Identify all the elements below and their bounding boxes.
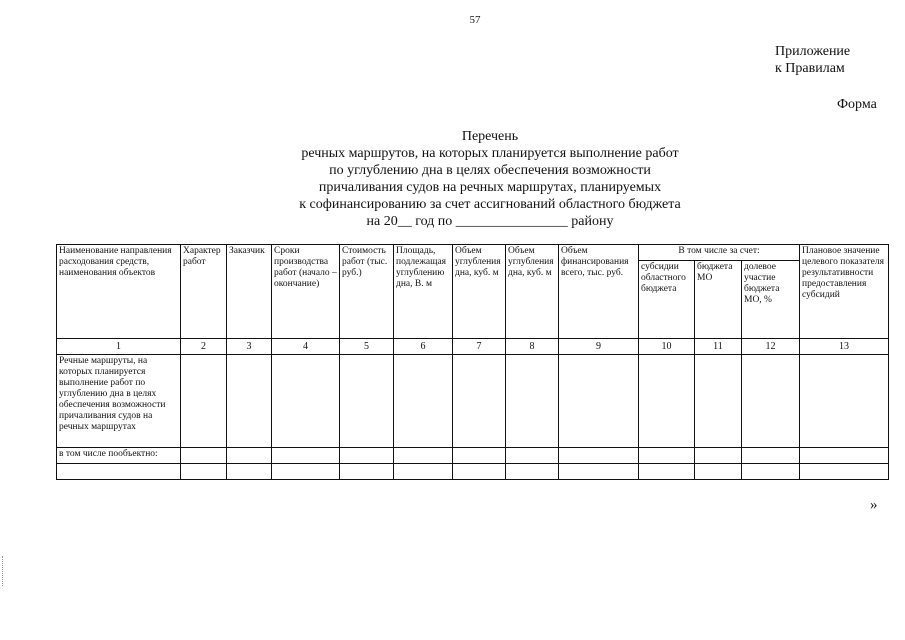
closing-quote: » (870, 497, 878, 513)
column-number: 3 (227, 339, 272, 355)
appendix-line-2: к Правилам (775, 61, 845, 76)
table-cell (394, 464, 453, 480)
table-row (57, 448, 889, 464)
table-cell (340, 464, 394, 480)
table-cell (742, 448, 800, 464)
header-col-9: Объем финансирования всего, тыс. руб. (559, 245, 639, 339)
header-col-3: Заказчик (227, 245, 272, 339)
title-line: на 20__ год по ________________ району (366, 214, 614, 229)
column-number: 8 (506, 339, 559, 355)
header-col-13: Плановое значение целевого показателя результативности предоставления субсидий (800, 245, 889, 339)
header-col-5: Стоимость работ (тыс. руб.) (340, 245, 394, 339)
table-cell (394, 355, 453, 448)
column-number: 5 (340, 339, 394, 355)
column-number: 6 (394, 339, 453, 355)
header-col-1: Наименование направления расходования средств, наименования объектов (57, 245, 181, 339)
table-cell (453, 448, 506, 464)
table-cell (227, 464, 272, 480)
scan-margin-mark (2, 556, 7, 586)
table-cell (695, 355, 742, 448)
row-label-by-object: в том числе пообъектно: (57, 448, 181, 464)
table-cell (695, 448, 742, 464)
table-cell (453, 355, 506, 448)
column-number: 1 (57, 339, 181, 355)
header-group-funding: В том числе за счет: (639, 245, 800, 261)
table-cell (340, 448, 394, 464)
column-number: 9 (559, 339, 639, 355)
form-label: Форма (837, 97, 877, 112)
table-cell (639, 464, 695, 480)
header-col-2: Характер работ (181, 245, 227, 339)
routes-table (56, 244, 889, 480)
table-row (57, 464, 889, 480)
header-col-7: Объем углубления дна, куб. м (453, 245, 506, 339)
row-label-routes: Речные маршруты, на которых планируется выполнение работ по углублению дна в целях обеспечения возможности причаливания судов на речных маршрутах (57, 355, 181, 448)
header-col-4: Сроки производства работ (начало – окончание) (272, 245, 340, 339)
title-line: причаливания судов на речных маршрутах, планируемых (318, 180, 662, 195)
table-cell (559, 448, 639, 464)
column-number: 11 (695, 339, 742, 355)
table-cell (639, 448, 695, 464)
header-col-6: Площадь, подлежащая углублению дна, В. м (394, 245, 453, 339)
title-line: по углублению дна в целях обеспечения возможности (329, 163, 651, 178)
column-number: 2 (181, 339, 227, 355)
title-line: Перечень (461, 129, 519, 144)
table-cell (227, 448, 272, 464)
header-col-12: долевое участие бюджета МО, % (742, 261, 800, 339)
table-cell (559, 355, 639, 448)
table-cell (800, 448, 889, 464)
table-cell (742, 464, 800, 480)
table-cell (181, 355, 227, 448)
title-line: к софинансированию за счет ассигнований областного бюджета (299, 197, 681, 212)
table-cell (800, 464, 889, 480)
appendix-label (775, 43, 850, 77)
appendix-line-1: Приложение (775, 44, 851, 59)
column-number: 12 (742, 339, 800, 355)
column-numbers-row (57, 339, 889, 355)
table-cell (57, 464, 181, 480)
table-cell (559, 464, 639, 480)
column-number: 4 (272, 339, 340, 355)
column-number: 13 (800, 339, 889, 355)
column-number: 10 (639, 339, 695, 355)
column-number: 7 (453, 339, 506, 355)
table-cell (453, 464, 506, 480)
table-cell (272, 355, 340, 448)
header-col-8: Объем углубления дна, куб. м (506, 245, 559, 339)
table-cell (181, 464, 227, 480)
table-cell (506, 464, 559, 480)
page-number: 57 (469, 14, 481, 26)
header-col-11: бюджета МО (695, 261, 742, 339)
table-row (57, 355, 889, 448)
table-cell (506, 355, 559, 448)
header-col-10: субсидии областного бюджета (639, 261, 695, 339)
title-line: речных маршрутов, на которых планируется выполнение работ (301, 146, 679, 161)
table-cell (506, 448, 559, 464)
table-cell (394, 448, 453, 464)
table-cell (340, 355, 394, 448)
table-cell (639, 355, 695, 448)
document-title (230, 128, 750, 230)
table-cell (227, 355, 272, 448)
table-cell (272, 464, 340, 480)
table-cell (800, 355, 889, 448)
table-cell (181, 448, 227, 464)
table-cell (272, 448, 340, 464)
table-cell (695, 464, 742, 480)
table-cell (742, 355, 800, 448)
